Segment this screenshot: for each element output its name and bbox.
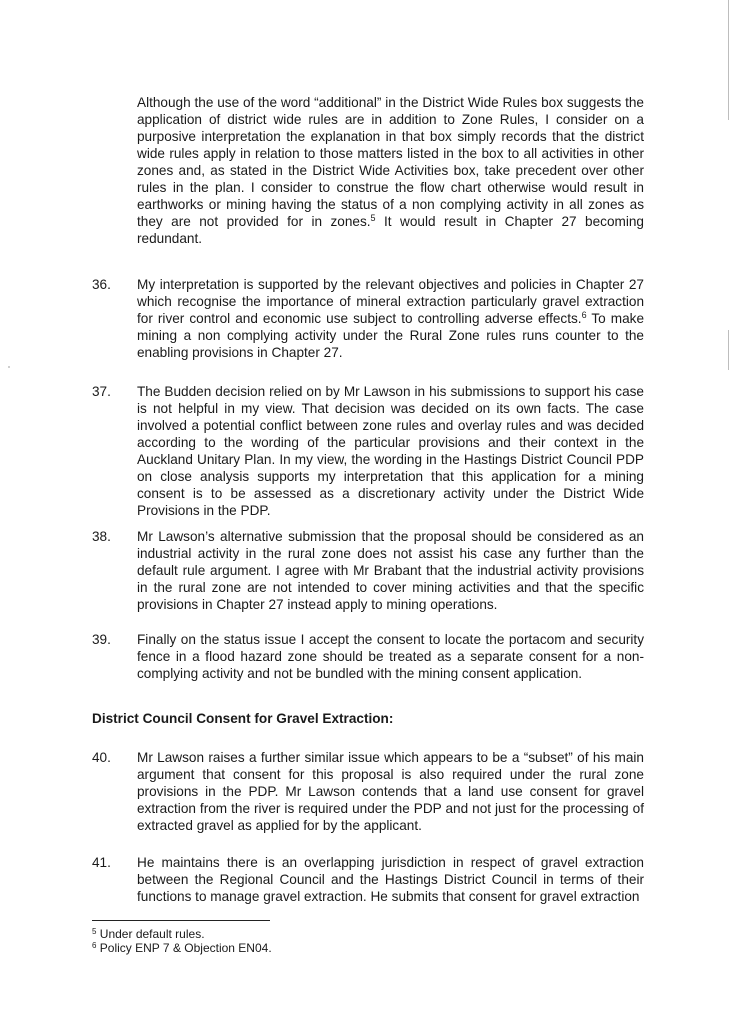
scan-edge-mark [728,0,729,120]
paragraph-text: My interpretation is supported by the relevant objectives and policies in Chapter 27 which recognise the importance of mineral extraction particularly gravel extraction for river control and economic use subject to controlling adverse effects.$^6$ To make mining a non complying activity under the Rural Zone rules runs counter to the enabling provisions in Chapter 27. [137,277,645,360]
paragraph-text: The Budden decision relied on by Mr Lawson in his submissions to support his case is not helpful in my view. That decision was decided on its own facts. The case involved a potential conflict between zone rules and overlay rules and was decided according to the wording of the particular provisions and their context in the Auckland Unitary Plan. In my view, the wording in the Hastings District Council PDP on close analysis supports my interpretation that this application for a mining consent is to be assessed as a discretionary activity under the District Wide Provisions in the PDP. [137,384,644,518]
paragraph-number: 40. [92,750,111,765]
footnote: $^6$ Policy ENP 7 & Objection EN04. [92,941,272,955]
paragraph-number: 41. [92,855,111,870]
footnotes [92,927,272,955]
scan-edge-mark [728,330,729,370]
paragraph-number: 38. [92,529,111,544]
footnote: $^5$ Under default rules. [92,927,205,941]
paragraph-number: 39. [92,632,111,647]
paragraph-text: Mr Lawson raises a further similar issue which appears to be a “subset” of his main argument that consent for this proposal is also required under the rural zone provisions in the PDP. Mr Lawson contends that a land use consent for gravel extraction from the river is required under the PDP and not just for the processing of extracted gravel as applied for by the applicant. [137,750,644,833]
footnote-ref: 5 [370,213,376,223]
footnote-ref: 6 [581,310,587,320]
paragraph-number: 36. [92,277,111,292]
paragraph-number: 37. [92,384,111,399]
continued-paragraph: Although the use of the word “additional” in the District Wide Rules box suggests the application of district wide rules are in addition to Zone Rules, I consider on a purposive interpretation the explanation in that box simply records that the district wide rules apply in relation to those matters listed in the box to all activities in other zones and, as stated in the District Wide Activities box, take precedent over other rules in the plan. I consider to construe the flow chart otherwise would result in earthworks or mining having the status of a non complying activity in all zones as they are not provided for in zones.$^5$ It would result in Chapter 27 becoming redundant. [137,95,644,246]
footnote-divider [92,920,270,921]
paragraph-text: He maintains there is an overlapping jurisdiction in respect of gravel extraction between the Regional Council and the Hastings District Council in terms of their functions to manage gravel extraction. He submits that consent for gravel extraction [137,855,644,904]
paragraph-text: Mr Lawson’s alternative submission that the proposal should be considered as an industrial activity in the rural zone does not assist his case any further than the default rule argument. I agree with Mr Brabant that the industrial activity provisions in the rural zone are not intended to cover mining activities and that the specific provisions in Chapter 27 instead apply to mining operations. [137,529,644,612]
section-heading: District Council Consent for Gravel Extraction: [92,711,394,726]
scan-speck [8,366,10,368]
paragraph-text: Finally on the status issue I accept the consent to locate the portacom and security fence in a flood hazard zone should be treated as a separate consent for a non-complying activity and not be bundled with the mining consent application. [137,632,644,681]
